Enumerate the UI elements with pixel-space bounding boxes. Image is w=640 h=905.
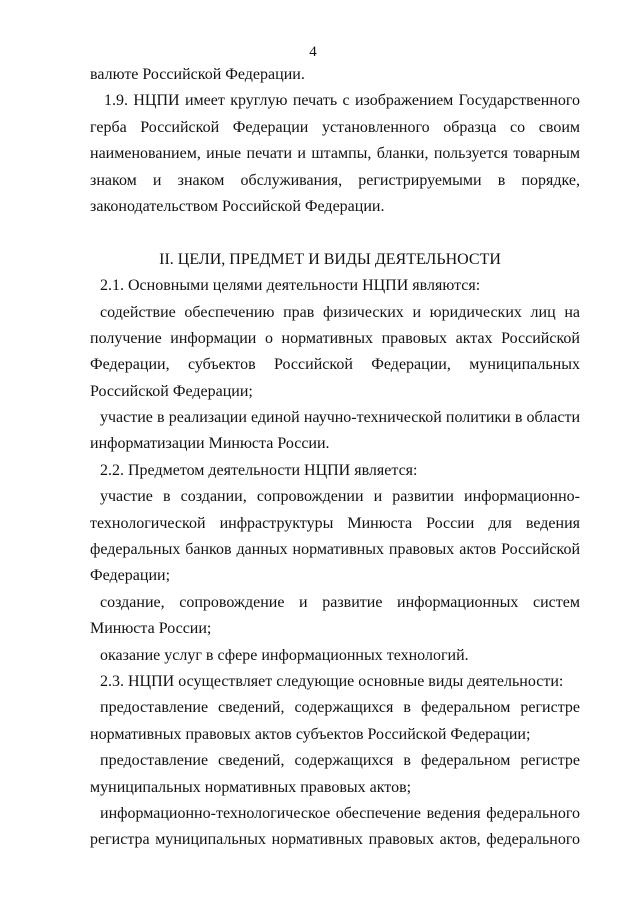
text-line: валюте Российской Федерации. (90, 66, 305, 83)
text-line: содействие обеспечению прав физических и юридических лиц на (100, 303, 580, 321)
text-line: 2.2. Предметом деятельности НЦПИ является: (100, 461, 418, 479)
text-line: участие в реализации единой научно-технической политики в области (100, 409, 580, 427)
text-line: технологической инфраструктуры Минюста России для ведения (90, 514, 580, 532)
blank-line (90, 220, 580, 246)
document-body (90, 62, 580, 854)
text-line: оказание услуг в сфере информационных технологий. (100, 646, 469, 664)
section-heading: II. ЦЕЛИ, ПРЕДМЕТ И ВИДЫ ДЕЯТЕЛЬНОСТИ (159, 250, 501, 268)
text-line: знаком и знаком обслуживания, регистрируемыми в порядке, (90, 171, 580, 189)
text-line: 2.3. НЦПИ осуществляет следующие основные виды деятельности: (100, 672, 564, 690)
text-line: законодательством Российской Федерации. (90, 197, 385, 215)
text-line: 1.9. НЦПИ имеет круглую печать с изображением Государственного (104, 92, 580, 110)
text-line: 2.1. Основными целями деятельности НЦПИ являются: (100, 277, 481, 295)
text-line: предоставление сведений, содержащихся в федеральном регистре (100, 752, 580, 770)
text-line: Российской Федерации; (90, 382, 253, 400)
text-line: Федерации; (90, 567, 171, 585)
text-line: герба Российской Федерации установленного образца со своим (90, 118, 580, 136)
text-line: федеральных банков данных нормативных правовых актов Российской (90, 541, 580, 559)
text-line: наименованием, иные печати и штампы, бланки, пользуется товарным (90, 145, 580, 163)
text-line: муниципальных нормативных правовых актов; (90, 778, 412, 796)
text-line: информатизации Минюста России. (90, 435, 330, 453)
text-line: нормативных правовых актов субъектов Российской Федерации; (90, 725, 531, 743)
text-line: Федерации, субъектов Российской Федерации, муниципальных (90, 356, 580, 374)
text-line: регистра муниципальных нормативных правовых актов, федерального (90, 831, 580, 849)
text-line: участие в создании, сопровождении и развитии информационно- (100, 488, 580, 506)
text-line: предоставление сведений, содержащихся в федеральном регистре (100, 699, 580, 717)
text-line: Минюста России; (90, 620, 212, 638)
text-line: информационно-технологическое обеспечение ведения федерального (100, 804, 580, 822)
text-line: создание, сопровождение и развитие информационных систем (100, 593, 580, 611)
page-number: 4 (309, 44, 317, 60)
text-line: получение информации о нормативных правовых актах Российской (90, 329, 580, 347)
